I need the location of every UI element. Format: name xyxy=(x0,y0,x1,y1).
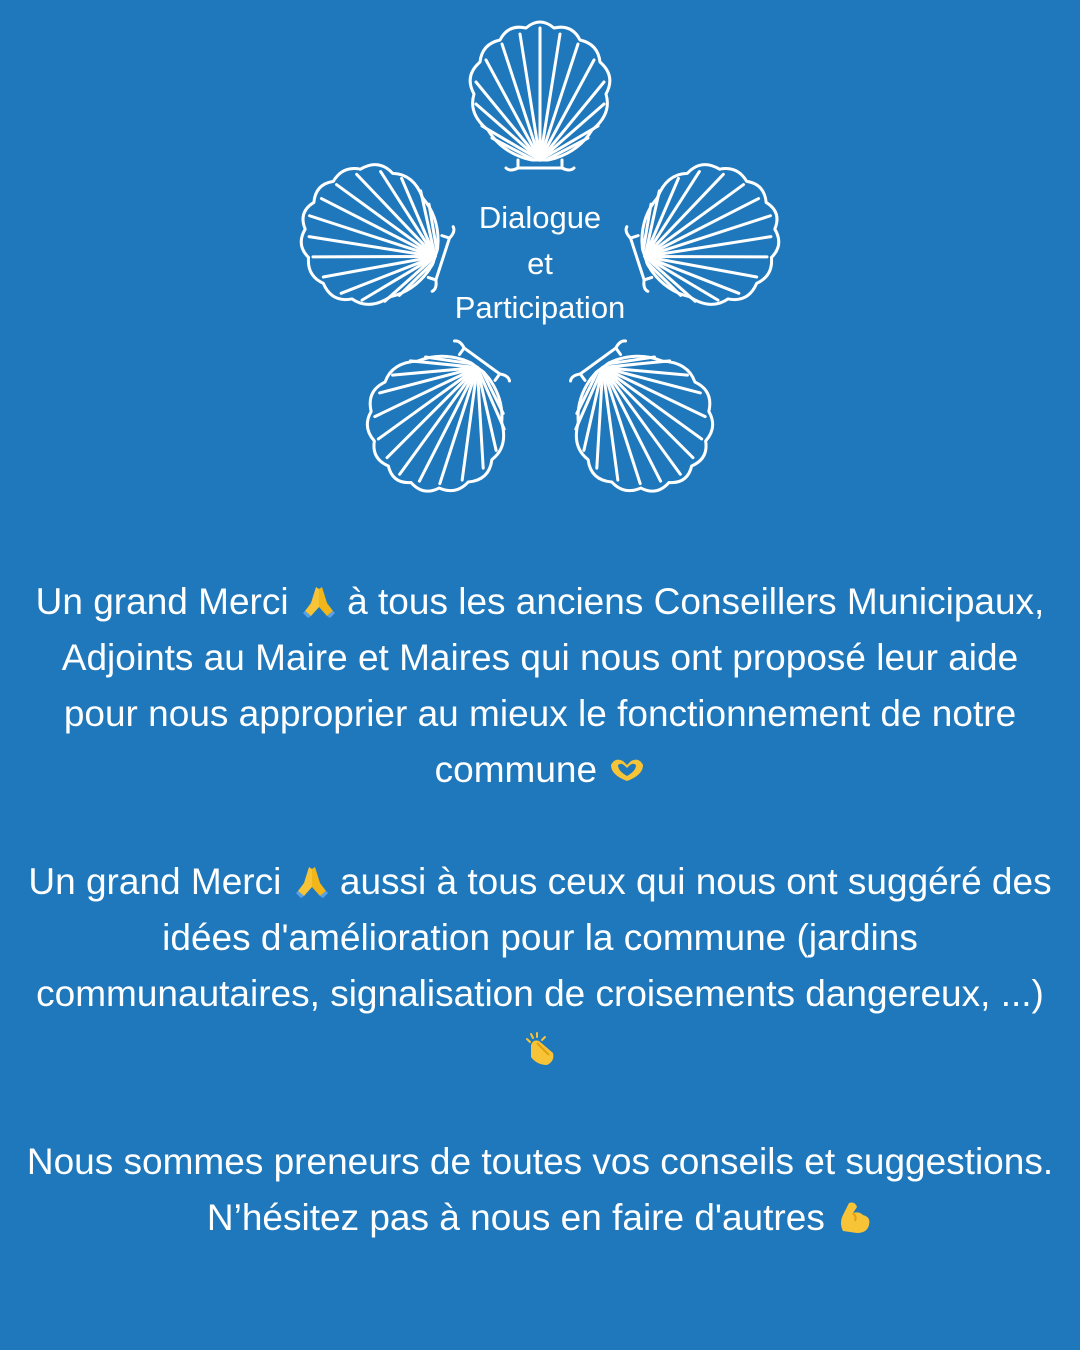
paragraph-text: à tous les anciens Conseillers Municipaux, Adjoints au Maire et Maires qui nous ont proposé leur aide pour nous approprier au mieux le fonctionnement de notre commune xyxy=(61,581,1045,790)
clapping-hands-icon xyxy=(523,1031,559,1067)
paragraph-text: Nous sommes preneurs de toutes vos conseils et suggestions. N’hésitez pas à nous en faire d'autres xyxy=(26,1141,1054,1238)
logo-title-line-2: et xyxy=(527,246,553,281)
paragraph-text: Un grand Merci xyxy=(28,861,292,902)
paragraph-text: Un grand Merci xyxy=(35,581,299,622)
praying-hands-icon xyxy=(294,863,330,899)
scallop-shell-icon xyxy=(282,147,466,326)
scallop-shell-icon xyxy=(470,22,610,170)
scallop-shell-icon xyxy=(614,147,798,326)
praying-hands-icon xyxy=(301,583,337,619)
thanks-paragraph-suggestions xyxy=(20,854,1060,1078)
scallop-shell-icon xyxy=(540,318,740,520)
message-body xyxy=(20,574,1060,1302)
paragraph-text: aussi à tous ceux qui nous ont suggéré des idées d'amélioration pour la commune (jardins communautaires, signalisation de croisements dangereux, ...) xyxy=(36,861,1052,1014)
flexed-biceps-icon xyxy=(837,1199,873,1235)
logo-title-line-3: Participation xyxy=(454,290,626,325)
invitation-paragraph xyxy=(20,1134,1060,1246)
thanks-paragraph-former-councillors xyxy=(20,574,1060,798)
scallop-shell-icon xyxy=(340,318,540,520)
logo-title-line-1: Dialogue xyxy=(478,200,602,235)
heart-hands-icon xyxy=(609,751,645,787)
